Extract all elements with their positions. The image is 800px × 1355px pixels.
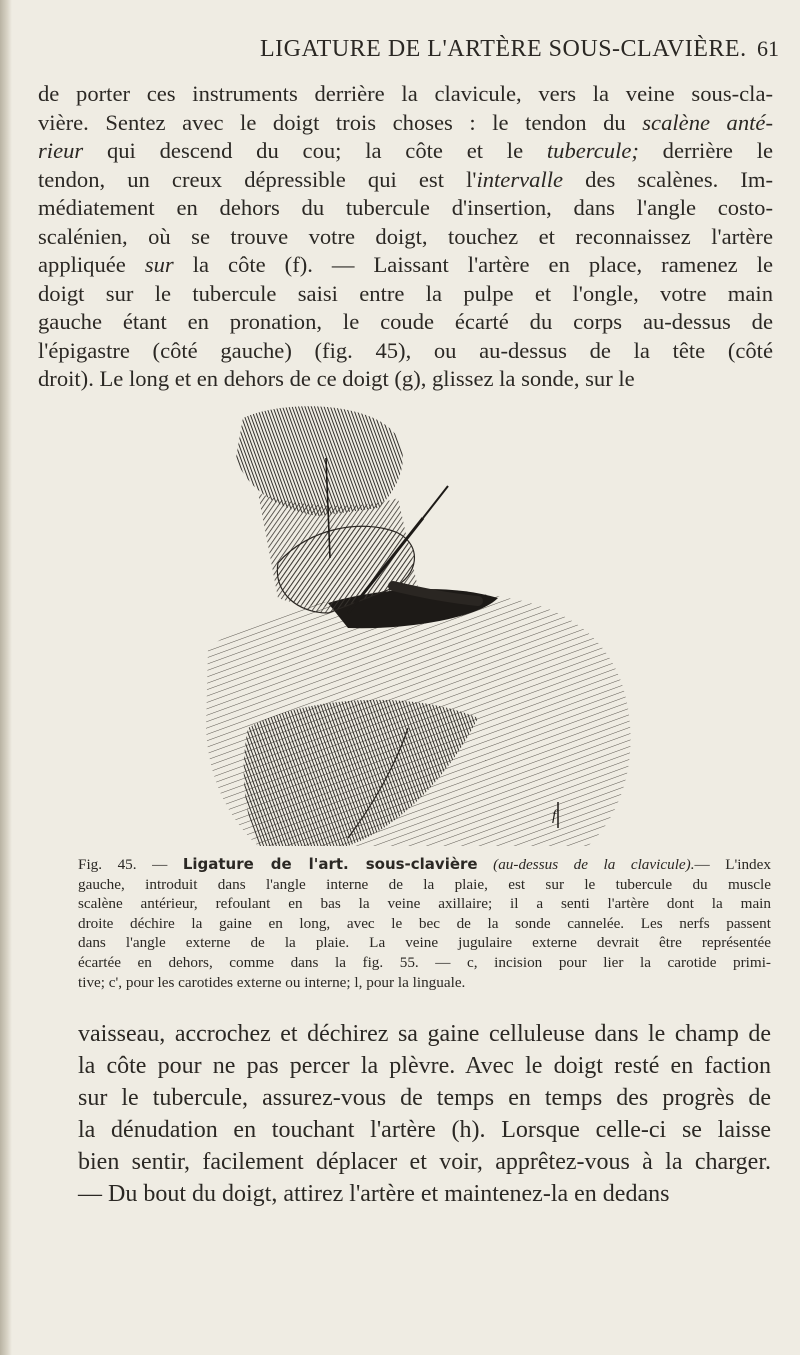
fig-subtitle: (au-dessus de la clavicule).: [493, 856, 695, 873]
paragraph-1: [38, 80, 773, 394]
italic-term: tubercule;: [546, 138, 639, 163]
text-line: la côte pour ne pas percer la plèvre. Avec le doigt resté en faction: [78, 1053, 771, 1079]
text-line: médiatement en dehors du tubercule d'insertion, dans l'angle costo-: [38, 195, 773, 220]
caption-line: scalène antérieur, refoulant en bas la veine axillaire; il a senti l'artère dont la main: [78, 895, 771, 913]
text-line: — Du bout du doigt, attirez l'artère et maintenez-la en dedans: [78, 1181, 670, 1207]
italic-term: sur: [144, 252, 174, 277]
text-line: sur le tubercule, assurez-vous de temps en temps des progrès de: [78, 1085, 771, 1111]
probe-handle: [423, 486, 448, 518]
fig-title: Ligature de l'art. sous-clavière: [182, 855, 478, 873]
text-line: de porter ces instruments derrière la clavicule, vers la veine sous-cla-: [38, 81, 773, 106]
text-line: appliquée sur la côte (f). — Laissant l'artère en place, ramenez le: [38, 252, 774, 277]
caption-line: tive; c', pour les carotides externe ou interne; l, pour la linguale.: [78, 973, 466, 991]
figure-engraving: [148, 398, 668, 846]
caption-line: Fig. 45. — Ligature de l'art. sous-clavière (au-dessus de la clavicule).— L'index: [78, 855, 771, 873]
text-line: bien sentir, facilement déplacer et voir, apprêtez-vous à la charger.: [78, 1149, 771, 1175]
text-line: droit). Le long et en dehors de ce doigt (g), glissez la sonde, sur le: [38, 366, 635, 391]
paragraph-2: [78, 1018, 771, 1210]
caption-line: écartée en dehors, comme dans la fig. 55. — c, incision pour lier la carotide primi-: [78, 953, 771, 971]
running-head: [0, 36, 800, 66]
text-line: scalénien, où se trouve votre doigt, touchez et reconnaissez l'artère: [38, 223, 773, 249]
text-line: tendon, un creux dépressible qui est l'intervalle des scalènes. Im-: [38, 166, 773, 192]
running-title: LIGATURE DE L'ARTÈRE SOUS-CLAVIÈRE.: [260, 36, 747, 62]
text-line: gauche étant en pronation, le coude écarté du corps au-dessus de: [38, 309, 773, 334]
text-line: rieur qui descend du cou; la côte et le tubercule; derrière le: [38, 138, 774, 163]
italic-term: scalène anté-: [642, 109, 773, 135]
ligature-illustration: [148, 398, 668, 846]
text-line: l'épigastre (côté gauche) (fig. 45), ou au-dessus de la tête (côté: [38, 337, 773, 363]
italic-term: intervalle: [476, 166, 564, 192]
page-number: 61: [757, 36, 779, 61]
figure-caption: [78, 855, 771, 992]
italic-term: rieur: [38, 138, 84, 163]
page-edge-shadow: [0, 0, 12, 1355]
caption-line: dans l'angle externe de la plaie. La veine jugulaire externe devrait être représentée: [78, 934, 771, 952]
marker-f-label: f: [552, 808, 557, 824]
caption-line: droite déchire la gaine en long, avec le bec de la sonde cannelée. Les nerfs passent: [78, 914, 771, 932]
text-line: vière. Sentez avec le doigt trois choses : le tendon du scalène anté-: [38, 109, 773, 135]
fig-number: Fig. 45. —: [78, 856, 168, 873]
text-line: vaisseau, accrochez et déchirez sa gaine celluleuse dans le champ de: [78, 1021, 771, 1047]
caption-line: gauche, introduit dans l'angle interne de la plaie, est sur le tubercule du muscle: [78, 875, 771, 893]
text-line: doigt sur le tubercule saisi entre la pulpe et l'ongle, votre main: [38, 280, 773, 306]
text-line: la dénudation en touchant l'artère (h). Lorsque celle-ci se laisse: [78, 1117, 771, 1143]
